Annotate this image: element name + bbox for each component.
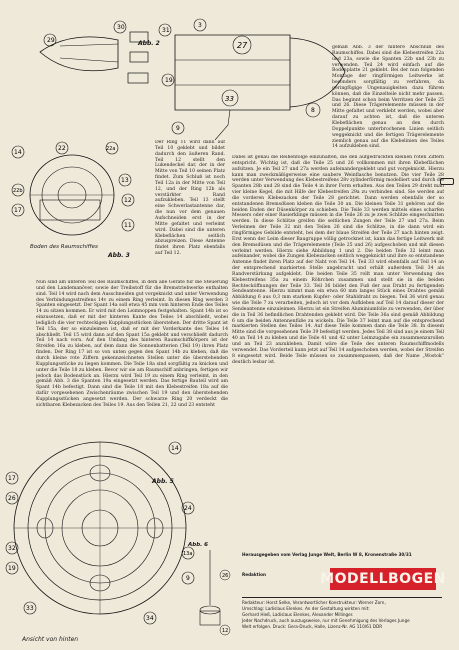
- credits-line-2: Umschlag: Ladislaus Elenkes. An der Gestaltung wirkten mit:: [242, 606, 370, 611]
- credits-line-1: Redakteur: Horst Selke, Verantwortlicher Konstrukteur: Werner Zorn,: [242, 600, 386, 605]
- page-marker: [440, 178, 454, 185]
- svg-text:3: 3: [198, 22, 202, 29]
- svg-text:34: 34: [146, 615, 154, 622]
- svg-text:19: 19: [165, 77, 173, 84]
- svg-text:17: 17: [14, 207, 22, 214]
- svg-text:8: 8: [311, 107, 315, 114]
- svg-text:9: 9: [176, 125, 180, 132]
- svg-text:27: 27: [237, 41, 248, 50]
- credits-line-3: Gerhard Hieß, Ladislaus Elenkes, Alexander Millinger.: [242, 612, 354, 617]
- svg-text:24: 24: [184, 505, 192, 512]
- svg-text:33: 33: [26, 605, 34, 612]
- svg-text:22a: 22a: [106, 146, 116, 152]
- credits-line-4: Jeder Nachdruck, auch auszugsweise, nur mit Genehmigung des Verlages Junge: [242, 618, 410, 623]
- text-right-top: gemäß Abb. 3 der hintere Abschluß des Raumschiffes. Dabei sind die Klebestreifen 22a und 23a, sowie die Spanten 22b und 23b zu verwenden. Teil 24 wird einfach auf die Bodenplatte 21 geklebt. Bei der nun folgenden Montage der ringförmigen Leitwerke ist besonders sorgfältig zu verfahren, da geringfügige Ungenauigkeiten dazu führen können, daß die Einzelteile nicht mehr passen. Das beginnt schon beim Verritzen der Teile 25 und 26. Diese Trägerelemente müssen in der Mitte gefaltet und verklebt werden, wobei aber darauf zu achten ist, daß die unteren Klebeflächen genau an den durch Doppelpunkte unterbrochenen Linien seitlich weggeknickt und die fertigen Trägerelemente ziemlich genau auf die Klebelinien des Teiles 14 aufzukleben sind.: [332, 45, 444, 150]
- publisher-line: Herausgegeben vom Verlag Junge Welt, Berlin W 8, Kronenstraße 30/31: [242, 552, 412, 557]
- svg-text:11: 11: [124, 222, 132, 229]
- text-left-bottom: Nun sind am unteren Teil des Raumschiffes, in dem alle Geräte für die Steuerung und den Landemanöver, sowie der Treibstoff für die Bremstriebwerke enthalten sind. Teil 14 wird nach dem Ausschneiden gut vorgeknickt und unter Verwendung des Verbindungsstreifens 14v zu einem Ring verleimt. In diesen Ring werden 3 Spanten eingesetzt. Der Spant 14a soll etwa 45 mm vom hinteren Ende des Teiles 14 zu sitzen kommen. Er wird mit den Leimnoppen festgehalten. Spant 14b ist so einzusetzen, daß er mit der hinteren Kante des Teiles 14 abschließt, wobei lediglich die vier rechteckigen Kupplungsstücken überstehen. Der dritte Spant ist Teil 15a, der so einzuleimen ist, daß er mit der Vorderkante des Teiles 14 abschließt. Teil 15 wird dann auf den Spant 15a geklebt und verschließt dadurch Teil 14 nach vorn. Auf den Umfang des hinteren Raumschiffkörpers ist der Streifen 16a zu kleben, auf dem dann die Sonnenbatterien (Teil 19) ihren Platz finden. Der Ring 17 ist so von unten gegen den Spant 14b zu kleben, daß die durch kleine rote Ziffern gekennzeichneten Stellen unter die überstehenden Kupplungsstücke zu liegen kommen. Die Teile 18a sind sorgfältig zu knicken und unter die Teile 18 zu kleben. Bevor wir sie am Raumschiff anbringen, fertigen wir jedoch das Bodenstück an. Hierzu wird Teil 19 zu einem Ring verleimt, in den gemäß Abb. 3 die Spanten 19a eingesetzt werden. Das fertige Bauteil wird am Spant 14b befestigt. Dann sind die Teile 18 mit den Klebestreifen 18a auf die dafür vorgesehenen Zwischenräume zwischen Teil 19 und den überstehenden Kupplungsstücken angesetzt werden. Der schwarze Ring 20 verdeckt die sichtbaren Klebezacken des Teiles 19. Aus den Teilen 21, 22 und 23 entsteht: [36, 280, 228, 408]
- svg-text:17: 17: [8, 475, 16, 482]
- text-left-mid: Der Ring 11 wird dann auf Teil 10 geklebt und bildet dadurch den äußeren Rand. Teil 12 stellt den Lukendeckel dar, der in der Mitte von Teil 10 seinen Platz findet. Zum Schluß ist noch Teil 12a in der Mitte von Teil 12, und der Ring 12b als verstärkter Rand aufzukleben. Teil 13 stellt eine Schwerlastantenne dar, die nun vor dem genauen Aufschneiden erst in der Mitte gefaltet und verleimt wird. Dabei sind die unteren Klebeflächen seitlich abzuspreizen. Diese Antenne findet ihren Platz ebenfalls auf Teil 12.: [155, 140, 225, 257]
- footer-divider: [242, 597, 442, 598]
- svg-text:30: 30: [117, 24, 125, 31]
- abb6-caption: Abb. 6: [188, 542, 208, 548]
- abb3-label: Boden des Raumschiffes: [30, 244, 98, 250]
- svg-text:19: 19: [8, 565, 16, 572]
- svg-text:31: 31: [162, 27, 170, 34]
- svg-text:32: 32: [8, 545, 16, 552]
- svg-text:29: 29: [47, 37, 55, 44]
- svg-text:22b: 22b: [13, 188, 23, 194]
- svg-text:33: 33: [225, 95, 234, 103]
- figure-abb6: [190, 545, 235, 645]
- text-right-long: Dabei ist genau die Reihenfolge einzuhalten, die den aufgedruckten kleinen roten Ziffern entspricht. Wichtig ist, daß die Teile 25 und 26 vollkommen mit ihren Klebeflächen aufsitzen. Je ein Teil 27 und 27a werden aufeinandergeklebt und gut vorgeknickt. Hierzu kann man zweckmäßigerweise eine saubere Weinflasche benutzen. Die vier Teile 28 werden unter Verwendung des Klebestreifens 28v zylinderförmig modelliert und durch die Spanten 28b und 28 sind die Teile 4 in ihrer Form erhalten. Aus den Teilen 29 dreht man vier kleine Kegel, die mit Hilfe der Klebestreifen 29a zu verbinden sind. Sie werden auf die vorderen Klebezacken der Teile 28 gerichtet. Dann werden ebenfalls der so entstandenen Bremsdüsen kleben die Teile 30 an. Die kleinen Teile 31 gehören auf die beiden Enden der Düsenkörper zu schieben. Die Teile 33 werden mittels eines scharfen Messers oder einer Rasierklinge müssen in die Teile 26 zu je zwei Schlitze eingeschnitten werden. In diese Schlitze greifen die seitlichen Zungen der Teile 27 und 27a. Beim Verleimen der Teile 32 mit den Teilen 26 sind die Schlitze, in die dann wird ein ringförmiges Gebilde entsteht, bei dem der blaue Streifen der Teile 27 nach hinten zeigt. Erst wenn der Leim dieser Baugruppe völlig getrocknet ist, kann das fertige Leitwerk mit den Bremsdüsen und die Trägerelemente (Teile 25 und 26) aufgeschoben und mit diesen verleimt werden. Hierzu siehe Abbildung 1 und 2. Die beiden Teile 32 leimt man aufeinander, wobei die Zungen Klebezacken seitlich weggeknickt und ihre so entstandene Antenne findet ihren Platz auf der Naht von Teil 14. Teil 33 wird ebenfalls auf Teil 14 an der entsprechend markierten Stelle angebracht und erhält außerdem Teil 34 als Randverstärkung aufgeklebt. Die beiden Teile 35 rollt man unter Verwendung des Klebestreifens 35a zu einem Röhrchen zusammen und stellt sie in die beiden Rechtecköffnungen der Teile 33. Teil 36 bildet den Fuß der aus Draht zu fertigenden Sendeantenne. Hierzu nimmt man ein etwa 60 mm langes Stück eines Drahtes gemäß Abbildung 6 aus 0,3 mm starkem Kupfer- oder Stahldraht zu biegen. Teil 36 wird genau wie die Teile 7 zu verarbeiten, jedoch ist vor dem Aufkleben auf Teil 14 darauf dieser der Sendeantenne einzuleimen. Hierzu ist ein Streifen Aluminiumfolie zu verwenden, der über die in Teil 36 befindlichen Drahtenden geklebt wird. Die Teile 36a sind gemäß Abbildung 6 um die beiden Antennenfüße zu wickeln. Die Teile 37 leimt man auf die entsprechend markierten Stellen des Teiles 14. Auf diese Teile kommen dann die Teile 38. In diesem Mitte sind die vorgesehenen Teile 39 befestigt werden. Jedes Teil 38 sind aus je einem Teil 40 an Teil 14 zu kleben und die Teile 41 und 42 unter Leimzugabe ein zusammenzurollen und an Teil 23 anzukleben. Damit wäre die Teile des unteren Raumschiffmodells verwendet. Das Vorderteil kann jetzt auf Teil 14 aufgeschoben werden, wobei der Streifen 8 eingesetzt wird. Beide Teile müssen so zusammenpassen, daß der Name „Wostok“ deutlich lesbar ist.: [232, 155, 444, 365]
- abb5-bottom-label: Ansicht von hinten: [22, 636, 79, 643]
- abb5-caption: Abb. 5: [152, 478, 174, 485]
- abb2-caption: Abb. 2: [138, 40, 160, 47]
- svg-text:14: 14: [14, 149, 22, 156]
- abb3-caption: Abb. 3: [108, 252, 130, 259]
- figure-abb5: [0, 418, 200, 650]
- abb2-callouts: [44, 19, 320, 134]
- svg-text:9: 9: [186, 575, 190, 582]
- svg-text:22: 22: [58, 145, 66, 152]
- editorial-label: Redaktion: [242, 572, 266, 577]
- svg-text:12: 12: [222, 628, 229, 634]
- svg-text:26: 26: [222, 573, 229, 579]
- svg-text:12: 12: [124, 197, 132, 204]
- modellbogen-logo: MODELLBOGEN: [330, 568, 436, 590]
- svg-text:14: 14: [171, 445, 179, 452]
- svg-text:13: 13: [121, 177, 129, 184]
- svg-text:26: 26: [8, 495, 16, 502]
- credits-line-5: Welt erfolgen. Druck: Gera-Druck, Halle, Lizenz-Nr. AG 110/61 DDR: [242, 624, 383, 629]
- svg-text:13a: 13a: [183, 551, 193, 557]
